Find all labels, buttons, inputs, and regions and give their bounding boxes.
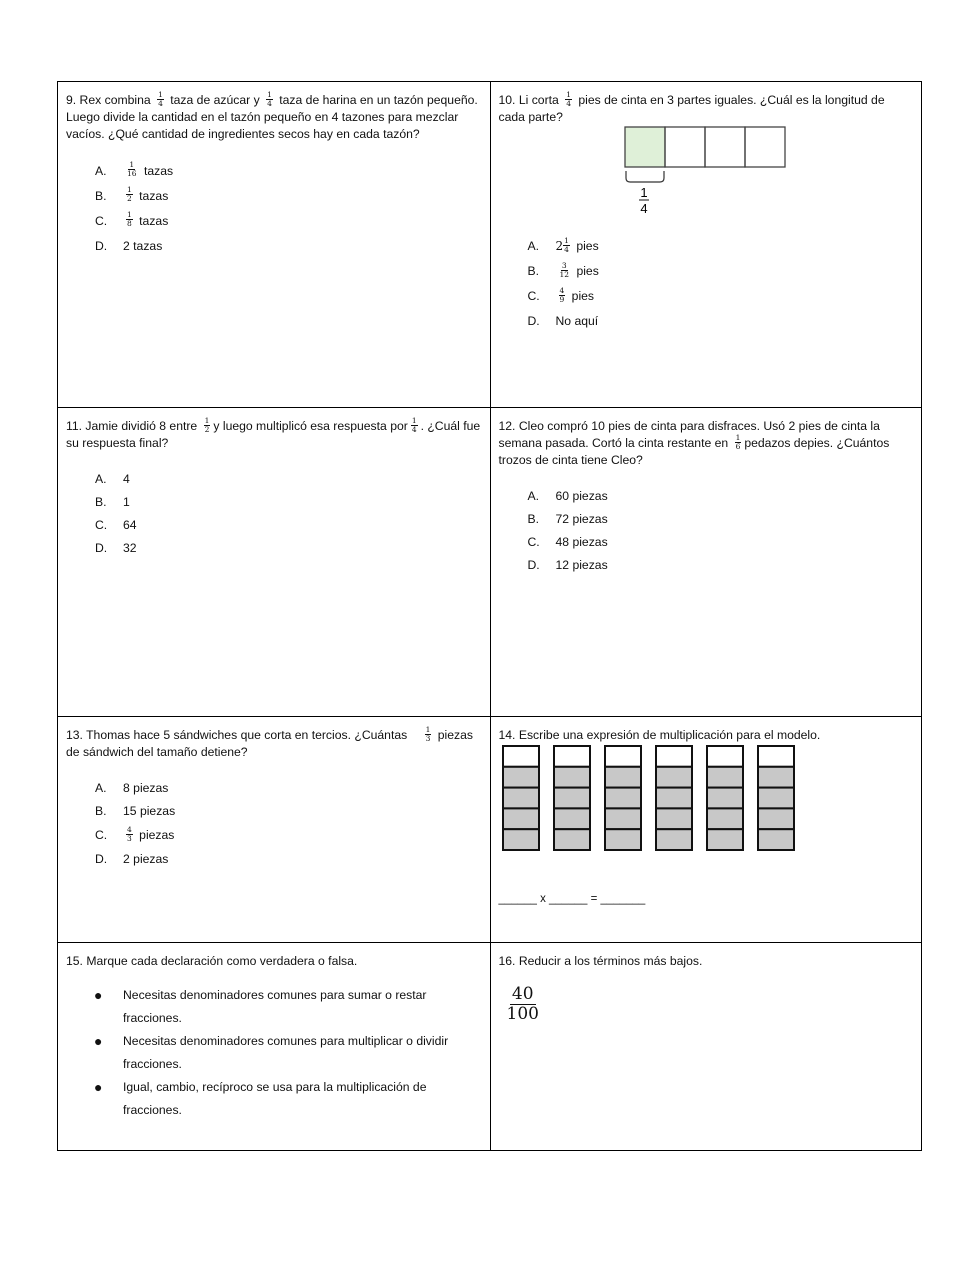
- question-12-prompt: 12. Cleo compró 10 pies de cinta para disfraces. Usó 2 pies de cinta la semana pasada. Cortó la cinta restante en $\frac{1}{6}$ pedazos depies. ¿Cuántos trozos de cinta tiene Cleo?: [498, 419, 890, 467]
- question-15: [58, 943, 490, 1150]
- fraction: $\frac{1}{6}$: [735, 432, 741, 451]
- question-10-prompt: 10. Li corta $\frac{1}{4}$ pies de cinta en 3 partes iguales. ¿Cuál es la longitud de cada parte?: [498, 90, 885, 125]
- question-16: [490, 943, 922, 1150]
- question-11: [58, 408, 490, 716]
- bullet-icon: ●: [94, 1078, 103, 1095]
- bar-shaded-part: [758, 788, 794, 809]
- bar-shaded-part: [503, 829, 539, 850]
- bar-shaded-part: [503, 808, 539, 829]
- option-a[interactable]: A. 8 piezas: [95, 781, 169, 796]
- bar-empty-part: [758, 746, 794, 767]
- bar-empty-part: [656, 746, 692, 767]
- question-14: [490, 717, 922, 942]
- question-13: [58, 717, 490, 942]
- fraction: $\frac{1}{4}$: [411, 416, 417, 435]
- question-14-prompt: 14. Escribe una expresión de multiplicación para el modelo.: [498, 728, 821, 742]
- fraction: $\frac{1}{4}$: [566, 90, 571, 109]
- question-11-options: [66, 468, 482, 560]
- bar-shaded-part: [758, 808, 794, 829]
- bar-shaded-part: [707, 767, 743, 788]
- fraction: $\frac{3}{12}$: [559, 260, 570, 279]
- option-c[interactable]: C. 64: [95, 518, 137, 533]
- tape-shaded-part: [625, 127, 665, 167]
- tape-part: [665, 127, 705, 167]
- row-3: [58, 716, 921, 942]
- option-c[interactable]: C. $\frac{4}{3}$ piezas: [95, 824, 175, 843]
- option-d[interactable]: D. 12 piezas: [527, 557, 608, 572]
- fraction: $\frac{1}{3}$: [425, 725, 431, 744]
- fraction-40-100: $\frac{40}{100}$: [506, 984, 539, 1024]
- question-12: [490, 408, 922, 716]
- bar-shaded-part: [707, 788, 743, 809]
- option-d[interactable]: D. 2 piezas: [95, 852, 169, 867]
- brace-icon: [626, 171, 664, 182]
- option-a[interactable]: A. $\frac{1}{16}$ tazas: [95, 160, 174, 179]
- row-4: [58, 942, 921, 1150]
- option-a[interactable]: A. 60 piezas: [527, 488, 608, 503]
- fraction: $\frac{1}{8}$: [127, 210, 132, 229]
- option-b[interactable]: B. $\frac{1}{2}$ tazas: [95, 185, 169, 204]
- option-c[interactable]: C. 48 piezas: [527, 534, 608, 549]
- statement-item: ● Necesitas denominadores comunes para sumar o restar fracciones.: [66, 984, 482, 1030]
- question-9-options: [66, 158, 482, 258]
- option-a[interactable]: A. 2 $\frac{1}{4}$ pies: [527, 235, 599, 254]
- option-d[interactable]: D. 2 tazas: [95, 238, 163, 253]
- tape-label-num: 1: [639, 185, 648, 200]
- option-b[interactable]: B. $\frac{3}{12}$ pies: [527, 260, 599, 279]
- option-d[interactable]: D. 32: [95, 541, 137, 556]
- bar-empty-part: [554, 746, 590, 767]
- bar-shaded-part: [554, 788, 590, 809]
- question-11-prompt: 11. Jamie dividió 8 entre $\frac{1}{2}$ y luego multiplicó esa respuesta por $\frac{1}{4}$ . ¿Cuál fue su respuesta final?: [66, 416, 481, 451]
- bar-shaded-part: [503, 767, 539, 788]
- bar-shaded-part: [758, 829, 794, 850]
- bar-empty-part: [503, 746, 539, 767]
- bar-shaded-part: [758, 767, 794, 788]
- bar-shaded-part: [707, 829, 743, 850]
- question-15-prompt: 15. Marque cada declaración como verdadera o falsa.: [66, 954, 358, 968]
- question-13-prompt: 13. Thomas hace 5 sándwiches que corta en tercios. ¿Cuántas $\frac{1}{3}$ piezas de sándwich del tamaño detiene?: [66, 725, 474, 760]
- option-d[interactable]: D. No aquí: [527, 314, 599, 329]
- bar-empty-part: [707, 746, 743, 767]
- bar-shaded-part: [554, 829, 590, 850]
- bullet-icon: ●: [94, 986, 103, 1003]
- statement-item: ● Necesitas denominadores comunes para multiplicar o dividir fracciones.: [66, 1030, 482, 1076]
- question-13-options: [66, 777, 482, 871]
- bar-shaded-part: [656, 808, 692, 829]
- fraction: $\frac{1}{4}$: [267, 90, 272, 109]
- bar-shaded-part: [554, 808, 590, 829]
- tape-part: [745, 127, 785, 167]
- option-b[interactable]: B. 15 piezas: [95, 804, 176, 819]
- fraction: $\frac{4}{3}$: [127, 824, 132, 843]
- fraction: $\frac{4}{9}$: [559, 285, 565, 304]
- bar-shaded-part: [656, 829, 692, 850]
- fraction: $\frac{1}{2}$: [204, 416, 210, 435]
- option-b[interactable]: B. 72 piezas: [527, 511, 608, 526]
- statement-list: [66, 984, 482, 1122]
- bar-shaded-part: [605, 829, 641, 850]
- option-c[interactable]: C. $\frac{1}{8}$ tazas: [95, 210, 169, 229]
- bar-shaded-part: [656, 788, 692, 809]
- bar-shaded-part: [605, 808, 641, 829]
- question-10-options: [499, 234, 914, 334]
- fraction: $\frac{1}{4}$: [158, 90, 163, 109]
- question-9: [58, 82, 490, 407]
- option-c[interactable]: C. $\frac{4}{9}$ pies: [527, 285, 595, 304]
- fraction: $\frac{1}{16}$: [127, 160, 137, 179]
- answer-blanks[interactable]: ______ x ______ = _______: [498, 893, 646, 905]
- option-b[interactable]: B. 1: [95, 495, 130, 510]
- tape-part: [705, 127, 745, 167]
- bar-empty-part: [605, 746, 641, 767]
- worksheet-grid: [57, 81, 922, 1151]
- bar-model: [501, 744, 811, 856]
- fraction: $\frac{1}{4}$: [564, 235, 569, 254]
- fraction: $\frac{1}{2}$: [127, 185, 132, 204]
- statement-item: ● Igual, cambio, recíproco se usa para la multiplicación de fracciones.: [66, 1076, 482, 1122]
- tape-diagram: [624, 126, 794, 221]
- tape-label-den: 4: [639, 201, 648, 216]
- row-1: [58, 82, 921, 407]
- row-2: [58, 407, 921, 716]
- question-9-prompt: 9. Rex combina $\frac{1}{4}$ taza de azúcar y $\frac{1}{4}$ taza de harina en un tazón pequeño. Luego divide la cantidad en el tazón pequeño en 4 tazones para mezclar vacíos. ¿Qué cantidad de ingredientes secos hay en cada tazón?: [66, 90, 478, 141]
- bar-shaded-part: [605, 788, 641, 809]
- question-16-prompt: 16. Reducir a los términos más bajos.: [498, 954, 703, 968]
- question-12-options: [499, 484, 914, 576]
- question-10: [490, 82, 922, 407]
- bar-shaded-part: [605, 767, 641, 788]
- bar-shaded-part: [656, 767, 692, 788]
- bar-shaded-part: [707, 808, 743, 829]
- bar-shaded-part: [503, 788, 539, 809]
- bar-shaded-part: [554, 767, 590, 788]
- bullet-icon: ●: [94, 1032, 103, 1049]
- option-a[interactable]: A. 4: [95, 472, 130, 487]
